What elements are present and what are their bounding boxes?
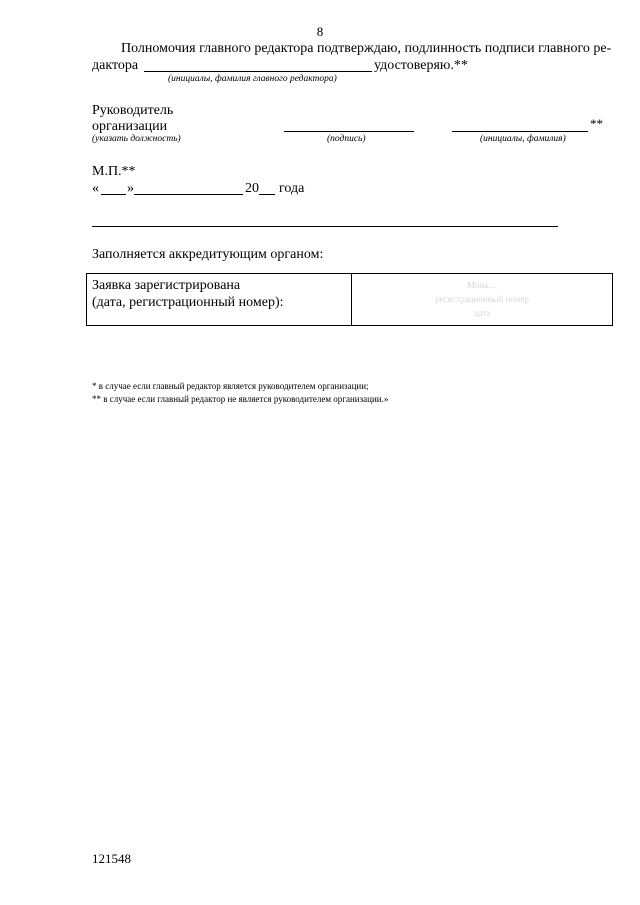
year-prefix: 20: [245, 181, 259, 196]
registration-label-line-1: Заявка зарегистрирована: [92, 278, 241, 293]
registration-stamp-cell[interactable]: [352, 274, 612, 325]
confirmation-line-2-prefix: дактора: [92, 58, 139, 73]
day-blank[interactable]: [101, 194, 126, 195]
head-label-line-1: Руководитель: [92, 103, 174, 118]
month-blank[interactable]: [134, 194, 243, 195]
position-caption: (указать должность): [92, 134, 181, 144]
head-stars: **: [590, 116, 603, 131]
date-close-quote: »: [127, 181, 134, 196]
stamp-line-1: Мона…: [466, 280, 498, 290]
accreditation-note: Заполняется аккредитующим органом:: [92, 247, 324, 262]
confirmation-line-1: Полномочия главного редактора подтверждаю, подлинность подписи главного ре-: [121, 41, 612, 56]
signature-blank[interactable]: [284, 131, 414, 132]
stamp-line-3: дата: [473, 308, 491, 318]
year-suffix: года: [279, 181, 305, 196]
seal-mp: М.П.**: [92, 164, 136, 179]
year-blank[interactable]: [259, 194, 275, 195]
registration-table: [86, 273, 613, 326]
footnote-1: * в случае если главный редактор является руководителем организации;: [92, 381, 369, 391]
footer-code: 121548: [92, 851, 131, 866]
name-caption: (инициалы, фамилия): [480, 134, 566, 144]
separator-line: [92, 226, 558, 227]
confirmation-line-2-suffix: удостоверяю.**: [374, 58, 468, 73]
editor-name-caption: (инициалы, фамилия главного редактора): [168, 74, 337, 84]
head-name-blank[interactable]: [452, 131, 588, 132]
signature-caption: (подпись): [327, 134, 366, 144]
date-open-quote: «: [92, 181, 99, 196]
head-label-line-2: организации: [92, 119, 168, 134]
editor-name-blank[interactable]: [144, 71, 372, 72]
stamp-line-2: регистрационный номер: [435, 294, 529, 304]
footnote-2: ** в случае если главный редактор не является руководителем организации.»: [92, 394, 389, 404]
page-number: 8: [316, 24, 324, 39]
registration-label-line-2: (дата, регистрационный номер):: [92, 295, 284, 310]
